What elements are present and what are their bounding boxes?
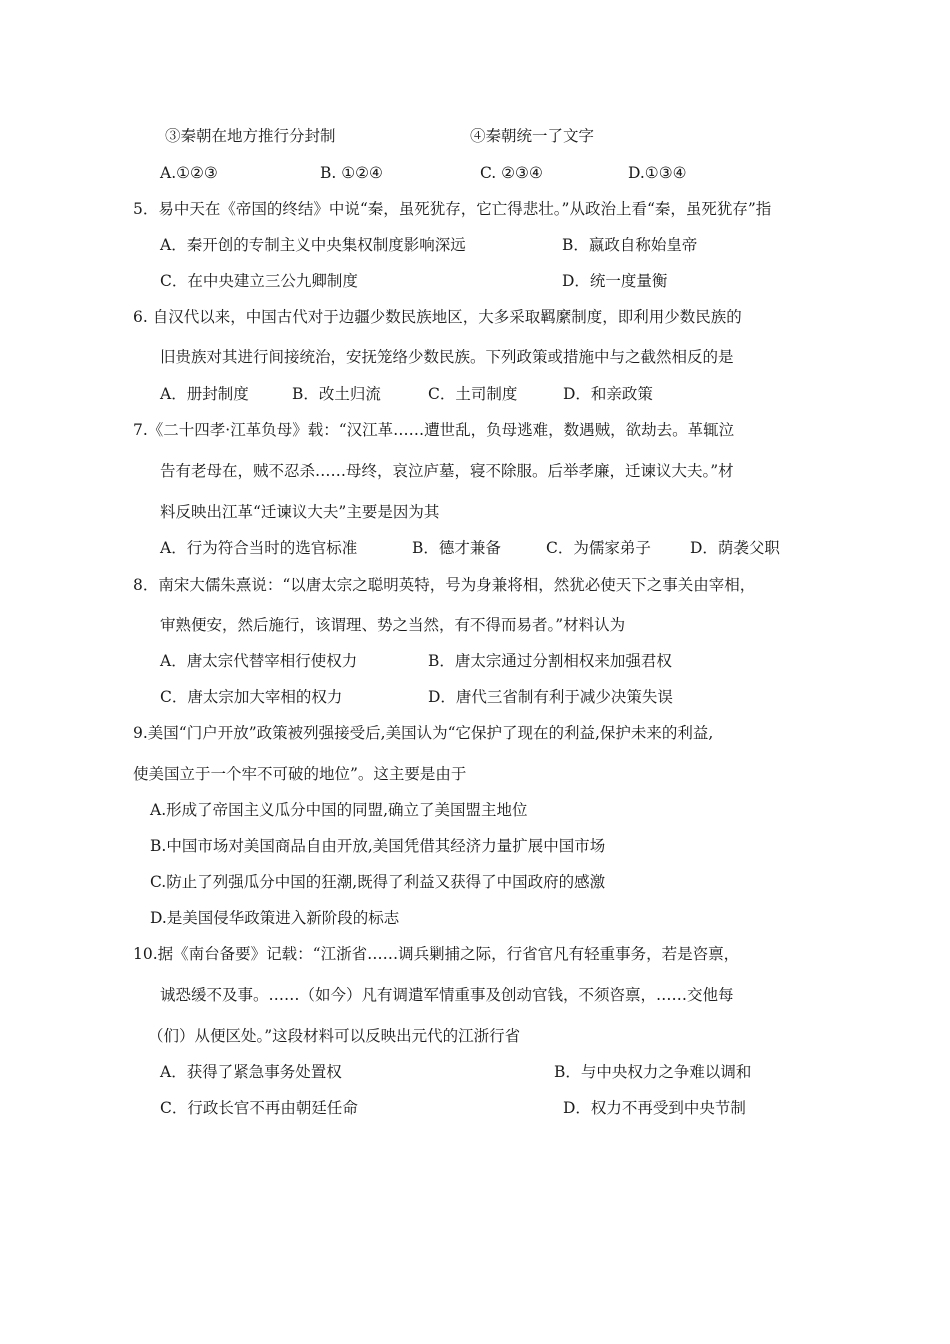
- q8-stem-line-1: 8．南宋大儒朱熹说：“以唐太宗之聪明英特，号为身兼将相，然犹必使天下之事关由宰相，: [133, 576, 756, 594]
- q7-option-c: C．为儒家弟子: [546, 539, 651, 557]
- q8-option-a: A．唐太宗代替宰相行使权力: [160, 652, 358, 670]
- q10-stem-line-3: （们）从便区处。”这段材料可以反映出元代的江浙行省: [148, 1027, 521, 1045]
- q6-option-d: D．和亲政策: [563, 385, 653, 403]
- q9-stem-line-2: 使美国立于一个牢不可破的地位”。这主要是由于: [133, 765, 467, 783]
- q4-option-c: C. ②③④: [480, 164, 543, 182]
- q7-stem-line-3: 料反映出江革“迁谏议大夫”主要是因为其: [160, 503, 440, 521]
- q5-option-c: C．在中央建立三公九卿制度: [160, 272, 358, 290]
- q10-stem-line-1: 10.据《南台备要》记载：“江浙省……调兵剿捕之际，行省官凡有轻重事务，若是咨禀，: [133, 945, 740, 963]
- q9-option-a: A.形成了帝国主义瓜分中国的同盟,确立了美国盟主地位: [150, 801, 528, 819]
- q5-stem: 5．易中天在《帝国的终结》中说“秦，虽死犹存，它亡得悲壮。”从政治上看“秦，虽死犹存”指: [133, 200, 772, 218]
- q8-stem-line-2: 审熟便安，然后施行，该谓理、势之当然，有不得而易者。”材料认为: [160, 616, 626, 634]
- q5-option-b: B．嬴政自称始皇帝: [562, 236, 698, 254]
- q9-option-c: C.防止了列强瓜分中国的狂潮,既得了利益又获得了中国政府的感激: [150, 873, 606, 891]
- q5-option-a: A．秦开创的专制主义中央集权制度影响深远: [160, 236, 466, 254]
- q7-option-b: B．德才兼备: [412, 539, 501, 557]
- q9-option-b: B.中国市场对美国商品自由开放,美国凭借其经济力量扩展中国市场: [150, 837, 606, 855]
- q7-stem-line-2: 告有老母在，贼不忍杀……母终，哀泣庐墓，寝不除服。后举孝廉，迁谏议大夫。”材: [160, 462, 734, 480]
- q10-stem-line-2: 诚恐缓不及事。……（如今）凡有调遣军情重事及创动官钱，不须咨禀，……交他每: [160, 986, 734, 1004]
- q10-option-d: D．权力不再受到中央节制: [563, 1099, 746, 1117]
- q8-option-d: D．唐代三省制有利于减少决策失误: [428, 688, 673, 706]
- q7-stem-line-1: 7.《二十四孝·江革负母》载：“汉江革……遭世乱，负母逃难，数遇贼，欲劫去。革辄泣: [133, 421, 735, 439]
- q10-option-c: C．行政长官不再由朝廷任命: [160, 1099, 358, 1117]
- q7-option-d: D．荫袭父职: [690, 539, 780, 557]
- q8-option-c: C．唐太宗加大宰相的权力: [160, 688, 343, 706]
- q6-option-c: C．土司制度: [428, 385, 518, 403]
- q9-option-d: D.是美国侵华政策进入新阶段的标志: [150, 909, 400, 927]
- q7-option-a: A．行为符合当时的选官标准: [160, 539, 358, 557]
- q6-option-a: A．册封制度: [160, 385, 249, 403]
- q9-stem-line-1: 9.美国“门户开放”政策被列强接受后,美国认为“它保护了现在的利益,保护未来的利益,: [133, 724, 714, 742]
- q6-option-b: B．改土归流: [292, 385, 381, 403]
- q4-statement-4: ④秦朝统一了文字: [470, 127, 595, 145]
- q4-option-b: B. ①②④: [320, 164, 383, 182]
- q8-option-b: B．唐太宗通过分割相权来加强君权: [428, 652, 672, 670]
- q10-option-a: A．获得了紧急事务处置权: [160, 1063, 342, 1081]
- q6-stem-line-1: 6. 自汉代以来，中国古代对于边疆少数民族地区，大多采取羁縻制度，即利用少数民族的: [133, 308, 742, 326]
- q6-stem-line-2: 旧贵族对其进行间接统治，安抚笼络少数民族。下列政策或措施中与之截然相反的是: [160, 348, 734, 366]
- q4-option-a: A.①②③: [160, 164, 218, 182]
- q5-option-d: D．统一度量衡: [562, 272, 668, 290]
- q4-option-d: D.①③④: [628, 164, 687, 182]
- q4-statement-3: ③秦朝在地方推行分封制: [165, 127, 336, 145]
- q10-option-b: B．与中央权力之争难以调和: [554, 1063, 752, 1081]
